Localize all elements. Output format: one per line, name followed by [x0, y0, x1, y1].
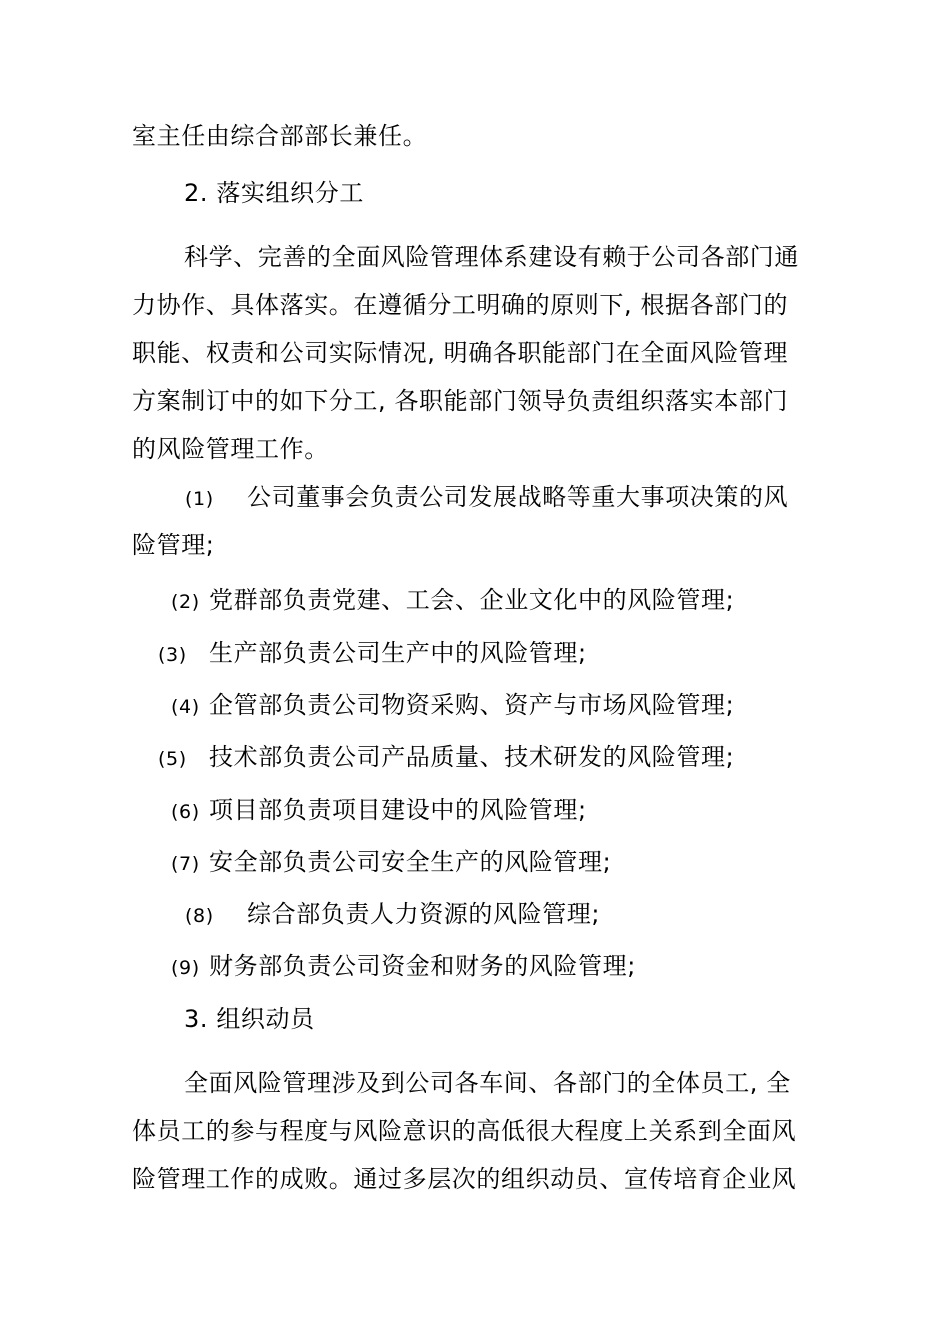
paragraph-line: 的风险管理工作。	[132, 435, 329, 463]
paragraph-line: 职能、权责和公司实际情况, 明确各职能部门在全面风险管理	[132, 339, 789, 367]
list-number: (6)	[171, 801, 200, 823]
paragraph-line: 全面风险管理涉及到公司各车间、各部门的全体员工, 全	[184, 1069, 791, 1097]
paragraph-line: 科学、完善的全面风险管理体系建设有赖于公司各部门通	[184, 243, 799, 271]
list-number: (4)	[171, 696, 200, 718]
paragraph-line: 室主任由综合部部长兼任。	[132, 122, 428, 150]
list-item: 安全部负责公司安全生产的风险管理;	[209, 848, 612, 876]
list-item: 企管部负责公司物资采购、资产与市场风险管理;	[209, 691, 735, 719]
list-number: (7)	[171, 853, 200, 875]
list-number: (3)	[158, 644, 187, 666]
list-number: (8)	[185, 905, 214, 927]
list-item: 项目部负责项目建设中的风险管理;	[209, 796, 587, 824]
list-item: 险管理;	[132, 531, 215, 559]
list-item: 综合部负责人力资源的风险管理;	[247, 900, 601, 928]
list-number: (5)	[158, 748, 187, 770]
list-item: 生产部负责公司生产中的风险管理;	[209, 639, 587, 667]
list-number: (2)	[171, 591, 200, 613]
list-item: 财务部负责公司资金和财务的风险管理;	[209, 952, 636, 980]
paragraph-line: 险管理工作的成败。通过多层次的组织动员、宣传培育企业风	[132, 1165, 797, 1193]
list-number: (1)	[185, 488, 214, 510]
paragraph-line: 体员工的参与程度与风险意识的高低很大程度上关系到全面风	[132, 1117, 797, 1145]
section-heading: 3. 组织动员	[184, 1005, 315, 1033]
list-item: 技术部负责公司产品质量、技术研发的风险管理;	[209, 743, 735, 771]
paragraph-line: 方案制订中的如下分工, 各职能部门领导负责组织落实本部门	[132, 387, 789, 415]
list-number: (9)	[171, 957, 200, 979]
paragraph-line: 力协作、具体落实。在遵循分工明确的原则下, 根据各部门的	[132, 291, 789, 319]
list-item: 公司董事会负责公司发展战略等重大事项决策的风	[247, 483, 789, 511]
section-heading: 2. 落实组织分工	[184, 179, 364, 207]
list-item: 党群部负责党建、工会、企业文化中的风险管理;	[209, 586, 735, 614]
